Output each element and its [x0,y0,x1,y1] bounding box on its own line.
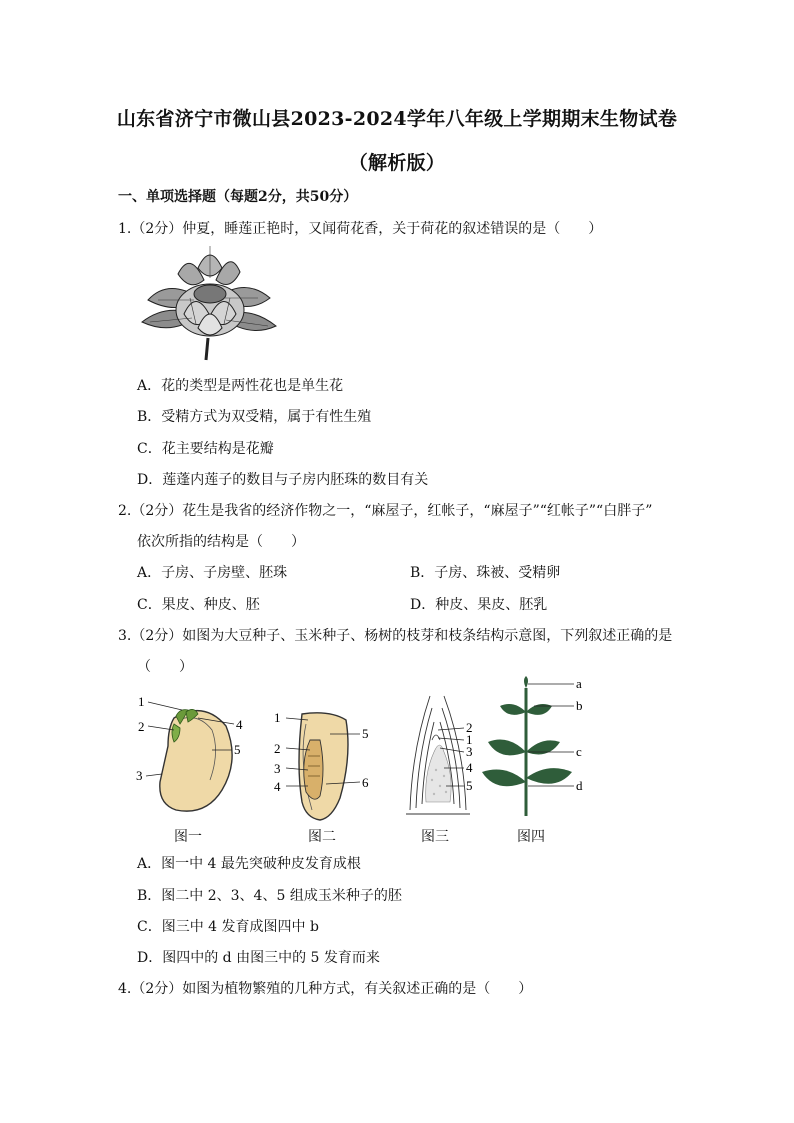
fig4-label-c: c [576,744,582,759]
exam-subtitle: （解析版） [348,152,446,174]
figure-4-branch [478,676,590,826]
question-3-option-b: B．图二中 2、3、4、5 组成玉米种子的胚 [137,888,402,904]
question-2-option-c: C．果皮、种皮、胚 [137,597,260,613]
fig4-label-d: d [576,778,583,793]
fig4-label-a: a [576,676,582,691]
fig1-label-4: 4 [236,717,243,732]
fig2-label-5: 5 [362,726,369,741]
question-2-stem: 2.（2分）花生是我省的经济作物之一，“麻屋子，红帐子，“麻屋子”“红帐子”“白胖子” [118,503,653,519]
figure-1-caption: 图一 [174,829,202,845]
fig1-label-2: 2 [138,719,145,734]
question-3-option-d: D．图四中的 d 由图三中的 5 发育而来 [137,950,380,966]
fig3-label-2: 2 [466,720,473,735]
question-2-stem-continued: 依次所指的结构是（ ） [137,534,305,550]
fig2-label-1: 1 [274,710,281,725]
fig3-label-4: 4 [466,760,473,775]
question-3-option-a: A．图一中 4 最先突破种皮发育成根 [137,856,361,872]
question-1-option-a: A．花的类型是两性花也是单生花 [137,378,344,394]
figure-2-caption: 图二 [308,829,336,845]
question-1-option-c: C．花主要结构是花瓣 [137,441,274,457]
fig1-label-3: 3 [136,768,143,783]
question-3-stem: 3.（2分）如图为大豆种子、玉米种子、杨树的枝芽和枝条结构示意图，下列叙述正确的是 [118,628,673,644]
fig3-label-5: 5 [466,778,473,793]
fig2-label-4: 4 [274,779,281,794]
question-1-option-b: B．受精方式为双受精，属于有性生殖 [137,409,372,425]
fig2-label-2: 2 [274,741,281,756]
exam-title: 山东省济宁市微山县2023-2024学年八年级上学期期末生物试卷 [116,108,678,130]
question-1-option-d: D．莲蓬内莲子的数目与子房内胚珠的数目有关 [137,472,429,488]
section-heading: 一、单项选择题（每题2分，共50分） [118,189,358,205]
figure-3-caption: 图三 [421,829,449,845]
figure-3-branch-bud [396,690,488,824]
figure-2-corn-seed [270,706,380,824]
fig2-label-3: 3 [274,761,281,776]
figure-1-soybean-seed [134,690,254,828]
fig1-label-5: 5 [234,742,241,757]
question-2-option-b: B．子房、珠被、受精卵 [410,565,561,581]
question-1-stem: 1.（2分）仲夏，睡莲正艳时，又闻荷花香，关于荷花的叙述错误的是（ ） [118,221,603,237]
lotus-flower-image [138,238,280,362]
fig1-label-1: 1 [138,694,145,709]
question-3-stem-continued: （ ） [137,659,193,675]
question-3-option-c: C．图三中 4 发育成图四中 b [137,919,319,935]
question-2-option-a: A．子房、子房壁、胚珠 [137,565,288,581]
fig3-label-3: 3 [466,744,473,759]
fig4-label-b: b [576,698,583,713]
fig2-label-6: 6 [362,775,369,790]
figure-4-caption: 图四 [517,829,545,845]
question-4-stem: 4.（2分）如图为植物繁殖的几种方式，有关叙述正确的是（ ） [118,981,533,997]
fig3-label-1: 1 [466,732,473,747]
question-2-option-d: D．种皮、果皮、胚乳 [410,597,548,613]
